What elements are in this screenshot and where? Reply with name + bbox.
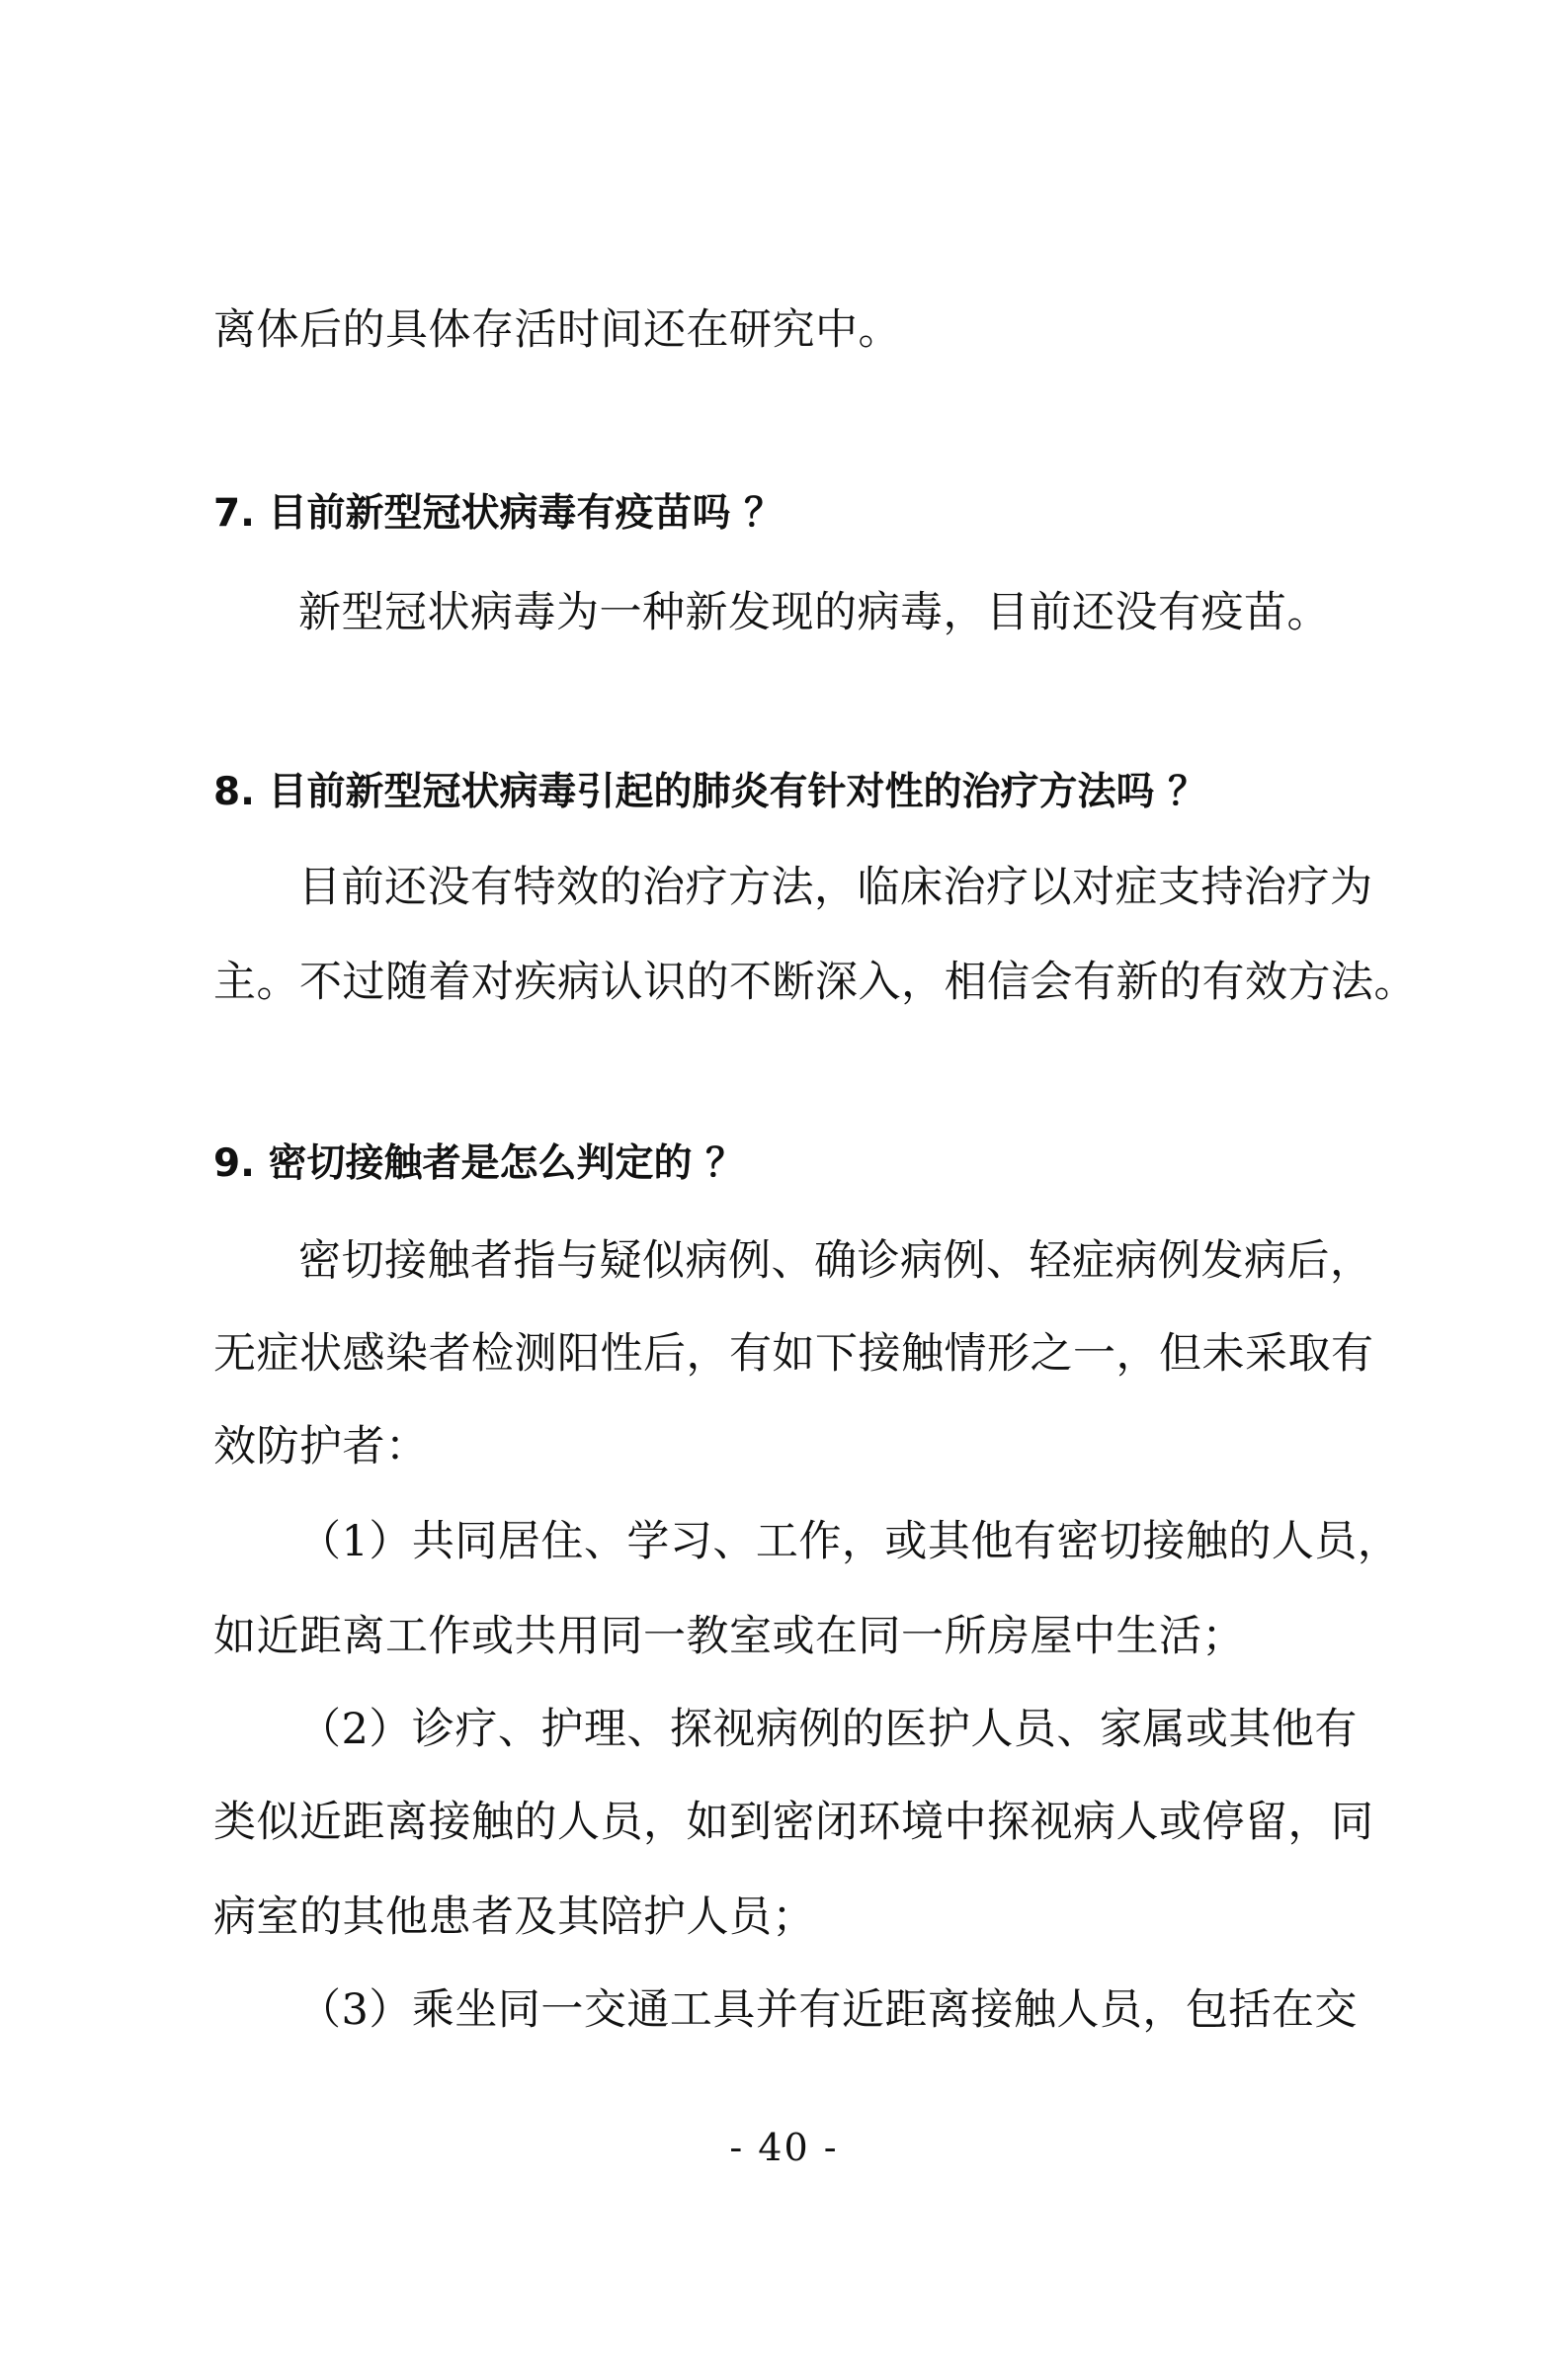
answer-line: 密切接触者指与疑似病例、确诊病例、轻症病例发病后，: [298, 1236, 1373, 1286]
list-item-line: 类似近距离接触的人员，如到密闭环境中探视病人或停留，同: [213, 1798, 1374, 1847]
list-item-line: 病室的其他患者及其陪护人员；: [213, 1892, 815, 1942]
paragraph-line: 离体后的具体存活时间还在研究中。: [213, 305, 901, 355]
question-heading-8: 8. 目前新型冠状病毒引起的肺炎有针对性的治疗方法吗 ？: [213, 770, 1207, 814]
list-item-line: 如近距离工作或共用同一教室或在同一所房屋中生活；: [213, 1612, 1245, 1661]
question-heading-7: 7. 目前新型冠状病毒有疫苗吗 ？: [213, 491, 784, 536]
answer-line: 主。不过随着对疾病认识的不断深入，相信会有新的有效方法。: [213, 958, 1417, 1007]
answer-line: 效防护者：: [213, 1422, 429, 1471]
answer-line: 无症状感染者检测阳性后，有如下接触情形之一，但未采取有: [213, 1329, 1374, 1379]
answer-line: 新型冠状病毒为一种新发现的病毒，目前还没有疫苗。: [298, 588, 1330, 637]
list-item-line: （3）乘坐同一交通工具并有近距离接触人员，包括在交: [298, 1985, 1358, 2035]
question-heading-9: 9. 密切接触者是怎么判定的 ？: [213, 1141, 745, 1186]
answer-line: 目前还没有特效的治疗方法，临床治疗以对症支持治疗为: [298, 863, 1373, 912]
page-number: - 40 -: [729, 2126, 839, 2169]
list-item-line: （2）诊疗、护理、探视病例的医护人员、家属或其他有: [298, 1705, 1358, 1754]
list-item-line: （1）共同居住、学习、工作，或其他有密切接触的人员，: [298, 1517, 1401, 1566]
